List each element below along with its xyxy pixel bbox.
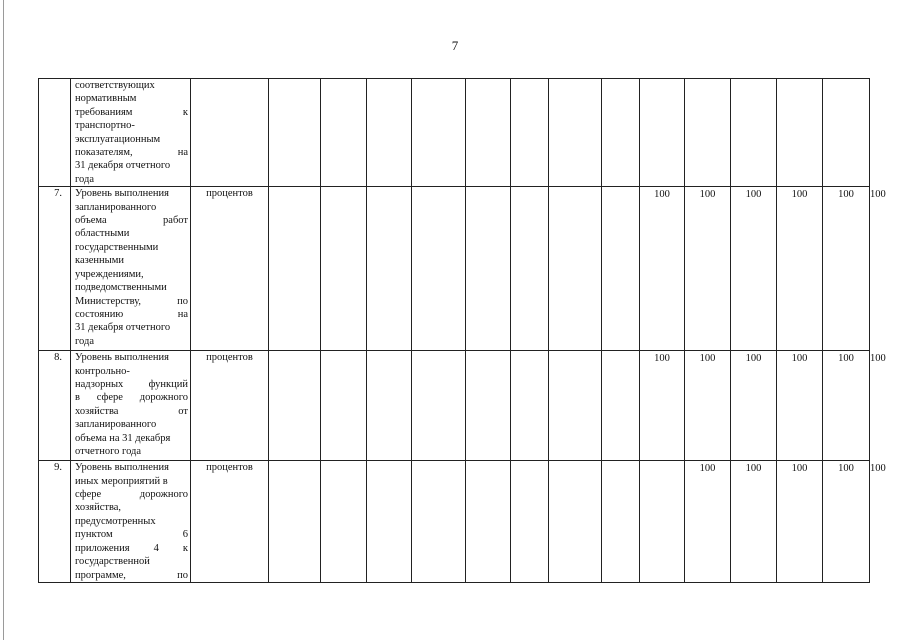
unit-cell: процентов bbox=[191, 351, 269, 461]
indicator-name-word: Уровень выполнения bbox=[75, 462, 169, 474]
table-row: 7. Уровень выполнения запланированного объема работ областными государственными казенными учреждениями, подведомственными Министерству, по состоянию на 31 декабря отчетного года процентов 100 100 100 100 100 100 bbox=[39, 187, 870, 351]
value-cell bbox=[823, 79, 870, 187]
indicator-name-line bbox=[75, 119, 188, 132]
indicator-name-word: государственной bbox=[75, 556, 150, 568]
indicator-name-word: функций bbox=[148, 379, 188, 391]
indicator-name-line bbox=[75, 201, 188, 214]
indicators-table bbox=[38, 78, 886, 583]
value-cell bbox=[269, 79, 321, 187]
value-cell: 100 bbox=[731, 351, 777, 461]
value-cell bbox=[466, 351, 511, 461]
indicator-name-word: объема на 31 декабря bbox=[75, 432, 171, 444]
indicator-name-word: в bbox=[75, 392, 80, 404]
value-cell bbox=[269, 351, 321, 461]
indicator-name-line bbox=[75, 528, 188, 541]
indicator-name-word: года bbox=[75, 173, 94, 185]
indicator-name-cell bbox=[71, 351, 191, 461]
indicator-name-line bbox=[75, 214, 188, 227]
value-cell bbox=[602, 351, 640, 461]
value-cell bbox=[466, 461, 511, 583]
indicator-name-line bbox=[75, 79, 188, 92]
indicator-name-word: года bbox=[75, 335, 94, 347]
indicator-name-line bbox=[75, 475, 188, 488]
indicator-name-word: Уровень выполнения bbox=[75, 188, 169, 200]
indicator-name-line bbox=[75, 92, 188, 105]
value-cell bbox=[321, 187, 367, 351]
indicator-name-word: показателям, bbox=[75, 147, 133, 159]
indicator-name-word: работ bbox=[163, 215, 188, 227]
table-row bbox=[39, 79, 870, 187]
value-cell: 100 bbox=[777, 461, 823, 583]
indicator-name-word: дорожного bbox=[139, 489, 188, 501]
value-cell bbox=[269, 461, 321, 583]
indicator-name-line bbox=[75, 133, 188, 146]
value-cell bbox=[321, 461, 367, 583]
indicator-name-word: областными bbox=[75, 228, 130, 240]
value-cell bbox=[412, 461, 466, 583]
indicator-name-line bbox=[75, 227, 188, 240]
indicator-name-word: государственными bbox=[75, 241, 159, 253]
value-cell: 100 bbox=[640, 351, 685, 461]
value-cell: 100 bbox=[685, 187, 731, 351]
value-cell: 100 bbox=[777, 187, 823, 351]
indicator-name-line bbox=[75, 378, 188, 391]
indicator-name-word: сфере bbox=[75, 489, 102, 501]
unit-cell: процентов bbox=[191, 187, 269, 351]
indicator-name-line bbox=[75, 461, 188, 474]
table-row: 8. Уровень выполнения контрольно- надзорных функций в сфере дорожного хозяйства от запланированного объема на 31 декабря отчетного года процентов 100 100 100 100 100 100 bbox=[39, 351, 870, 461]
indicator-name-word: 31 декабря отчетного bbox=[75, 322, 171, 334]
indicator-name-word: нормативным bbox=[75, 93, 137, 105]
value-cell bbox=[602, 187, 640, 351]
indicator-name-line bbox=[75, 405, 188, 418]
indicator-name-line bbox=[75, 418, 188, 431]
value-cell bbox=[549, 187, 602, 351]
value-cell: 100 bbox=[823, 187, 870, 351]
indicator-name-word: подведомственными bbox=[75, 282, 167, 294]
indicator-name-line bbox=[75, 146, 188, 159]
indicator-name-word: контрольно- bbox=[75, 365, 130, 377]
indicator-name-line bbox=[75, 555, 188, 568]
indicator-name-line bbox=[75, 569, 188, 582]
indicator-name-line bbox=[75, 488, 188, 501]
indicator-name-word: соответствующих bbox=[75, 80, 155, 91]
value-cell bbox=[640, 79, 685, 187]
value-cell bbox=[549, 351, 602, 461]
indicator-name-line bbox=[75, 268, 188, 281]
indicator-name-word: 4 bbox=[153, 542, 159, 554]
indicator-name-word: приложения bbox=[75, 542, 130, 554]
value-cell bbox=[731, 79, 777, 187]
indicator-name-word: отчетного года bbox=[75, 446, 142, 458]
value-cell bbox=[466, 187, 511, 351]
indicator-name-line bbox=[75, 187, 188, 200]
page-left-edge bbox=[3, 0, 4, 640]
indicator-name-line bbox=[75, 432, 188, 445]
indicator-name-word: пунктом bbox=[75, 529, 113, 541]
table-row: 9. Уровень выполнения иных мероприятий в сфере дорожного хозяйства, предусмотренных пунктом 6 приложения 4 к государственной программе, по процентов 100 100 100 100 100 bbox=[39, 461, 870, 583]
indicator-name-line bbox=[75, 351, 188, 364]
indicator-name-word: учреждениями, bbox=[75, 268, 144, 280]
indicator-name-line bbox=[75, 321, 188, 334]
value-cell: 100 bbox=[685, 461, 731, 583]
value-cell bbox=[685, 79, 731, 187]
indicator-name-word: 31 декабря отчетного bbox=[75, 160, 171, 172]
value-cell bbox=[367, 187, 412, 351]
value-cell bbox=[511, 461, 549, 583]
value-cell: 100 bbox=[685, 351, 731, 461]
indicator-name-word: хозяйства bbox=[75, 405, 119, 417]
value-cell: 100 bbox=[731, 461, 777, 583]
indicator-name-word: требованиям bbox=[75, 106, 133, 118]
value-cell bbox=[511, 79, 549, 187]
value-cell bbox=[549, 79, 602, 187]
indicator-name-line bbox=[75, 241, 188, 254]
value-cell bbox=[269, 187, 321, 351]
indicator-name-word: надзорных bbox=[75, 379, 124, 391]
indicator-name-line bbox=[75, 295, 188, 308]
indicator-name-word: казенными bbox=[75, 255, 124, 267]
indicator-name-word: от bbox=[178, 405, 188, 417]
indicator-name-word: объема bbox=[75, 215, 107, 227]
indicator-name-word: на bbox=[177, 147, 188, 159]
indicator-name-line bbox=[75, 365, 188, 378]
indicator-name-line bbox=[75, 445, 188, 458]
value-cell bbox=[549, 461, 602, 583]
indicator-name-word: программе, bbox=[75, 569, 126, 581]
value-cell bbox=[511, 351, 549, 461]
indicator-name-word: состоянию bbox=[75, 308, 124, 320]
row-number-cell: 7. bbox=[39, 187, 71, 351]
value-cell bbox=[466, 79, 511, 187]
row-number-cell: 8. bbox=[39, 351, 71, 461]
indicator-name-cell bbox=[71, 187, 191, 351]
value-cell: 100 bbox=[640, 187, 685, 351]
value-cell bbox=[640, 461, 685, 583]
value-cell bbox=[367, 79, 412, 187]
value-cell bbox=[602, 461, 640, 583]
indicator-name-line bbox=[75, 501, 188, 514]
indicator-name-word: Уровень выполнения bbox=[75, 352, 169, 364]
indicator-name-line bbox=[75, 515, 188, 528]
indicator-name-cell bbox=[71, 461, 191, 583]
unit-cell: процентов bbox=[191, 461, 269, 583]
value-cell bbox=[321, 79, 367, 187]
value-cell bbox=[412, 79, 466, 187]
value-cell bbox=[321, 351, 367, 461]
indicator-name-word: хозяйства, bbox=[75, 502, 122, 514]
indicator-name-word: к bbox=[182, 106, 188, 118]
indicator-name-line bbox=[75, 542, 188, 555]
value-cell bbox=[777, 79, 823, 187]
indicator-name-word: запланированного bbox=[75, 419, 157, 431]
indicator-name-word: предусмотренных bbox=[75, 515, 156, 527]
value-cell: 100 bbox=[823, 461, 870, 583]
indicator-name-line bbox=[75, 308, 188, 321]
row-number-cell: 9. bbox=[39, 461, 71, 583]
indicator-name-line bbox=[75, 159, 188, 172]
indicator-name-line bbox=[75, 106, 188, 119]
value-cell: 100 bbox=[777, 351, 823, 461]
value-cell bbox=[511, 187, 549, 351]
indicator-name-line bbox=[75, 173, 188, 186]
value-cell bbox=[367, 351, 412, 461]
value-cell bbox=[367, 461, 412, 583]
indicator-name-word: запланированного bbox=[75, 201, 157, 213]
indicator-name-word: 6 bbox=[182, 529, 188, 541]
row-number-cell bbox=[39, 79, 71, 187]
indicator-name-word: сфере bbox=[96, 392, 123, 404]
indicator-name-line bbox=[75, 254, 188, 267]
indicator-name-word: эксплуатационным bbox=[75, 133, 161, 145]
indicator-name-line bbox=[75, 281, 188, 294]
indicator-name-word: к bbox=[182, 542, 188, 554]
indicator-name-word: дорожного bbox=[139, 392, 188, 404]
indicator-name-word: транспортно- bbox=[75, 120, 135, 132]
value-cell bbox=[412, 187, 466, 351]
indicator-name-word: на bbox=[177, 308, 188, 320]
indicator-name-word: по bbox=[177, 295, 188, 307]
value-cell bbox=[602, 79, 640, 187]
indicator-name-word: по bbox=[177, 569, 188, 581]
indicator-name-line bbox=[75, 335, 188, 348]
value-cell: 100 bbox=[731, 187, 777, 351]
value-cell: 100 bbox=[823, 351, 870, 461]
indicator-name-word: иных мероприятий в bbox=[75, 475, 168, 487]
indicator-name-word: Министерству, bbox=[75, 295, 142, 307]
indicator-name-cell bbox=[71, 79, 191, 187]
indicator-name-line bbox=[75, 391, 188, 404]
page-number: 7 bbox=[451, 38, 459, 53]
value-cell bbox=[412, 351, 466, 461]
unit-cell bbox=[191, 79, 269, 187]
